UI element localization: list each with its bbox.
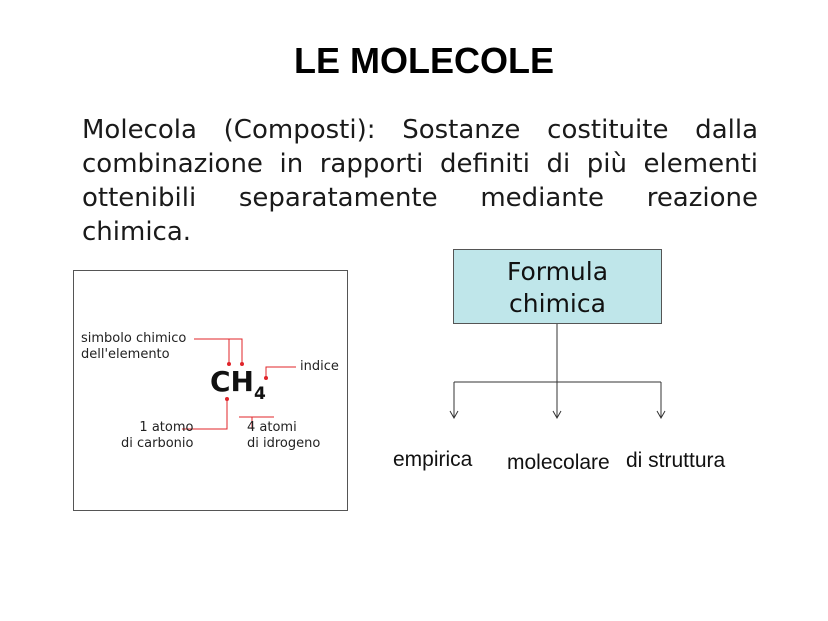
formula-subscript: 4 — [253, 384, 266, 404]
definition-line: Molecola (Composti): Sostanze costituite dalla — [82, 115, 758, 145]
index-label: indice — [300, 359, 339, 374]
formula-type-empirical: empirica — [393, 448, 473, 471]
hydrogen-label: 4 atomi di idrogeno — [247, 420, 321, 451]
formula-main: CH — [210, 365, 254, 398]
definition-line: combinazione in rapporti definiti di più elementi — [82, 149, 758, 179]
symbol-label: simbolo chimico dell'elemento — [81, 331, 187, 362]
definition-line: chimica. — [82, 217, 192, 247]
node-label-line: chimica — [509, 289, 606, 318]
formula-type-molecular: molecolare — [507, 451, 610, 474]
formula-type-structural: di struttura — [626, 449, 726, 472]
slide-title: LE MOLECOLE — [294, 40, 554, 81]
definition-line: ottenibili separatamente mediante reazione — [82, 183, 758, 213]
node-label-line: Formula — [506, 257, 609, 286]
carbon-label: 1 atomo di carbonio — [121, 420, 194, 451]
